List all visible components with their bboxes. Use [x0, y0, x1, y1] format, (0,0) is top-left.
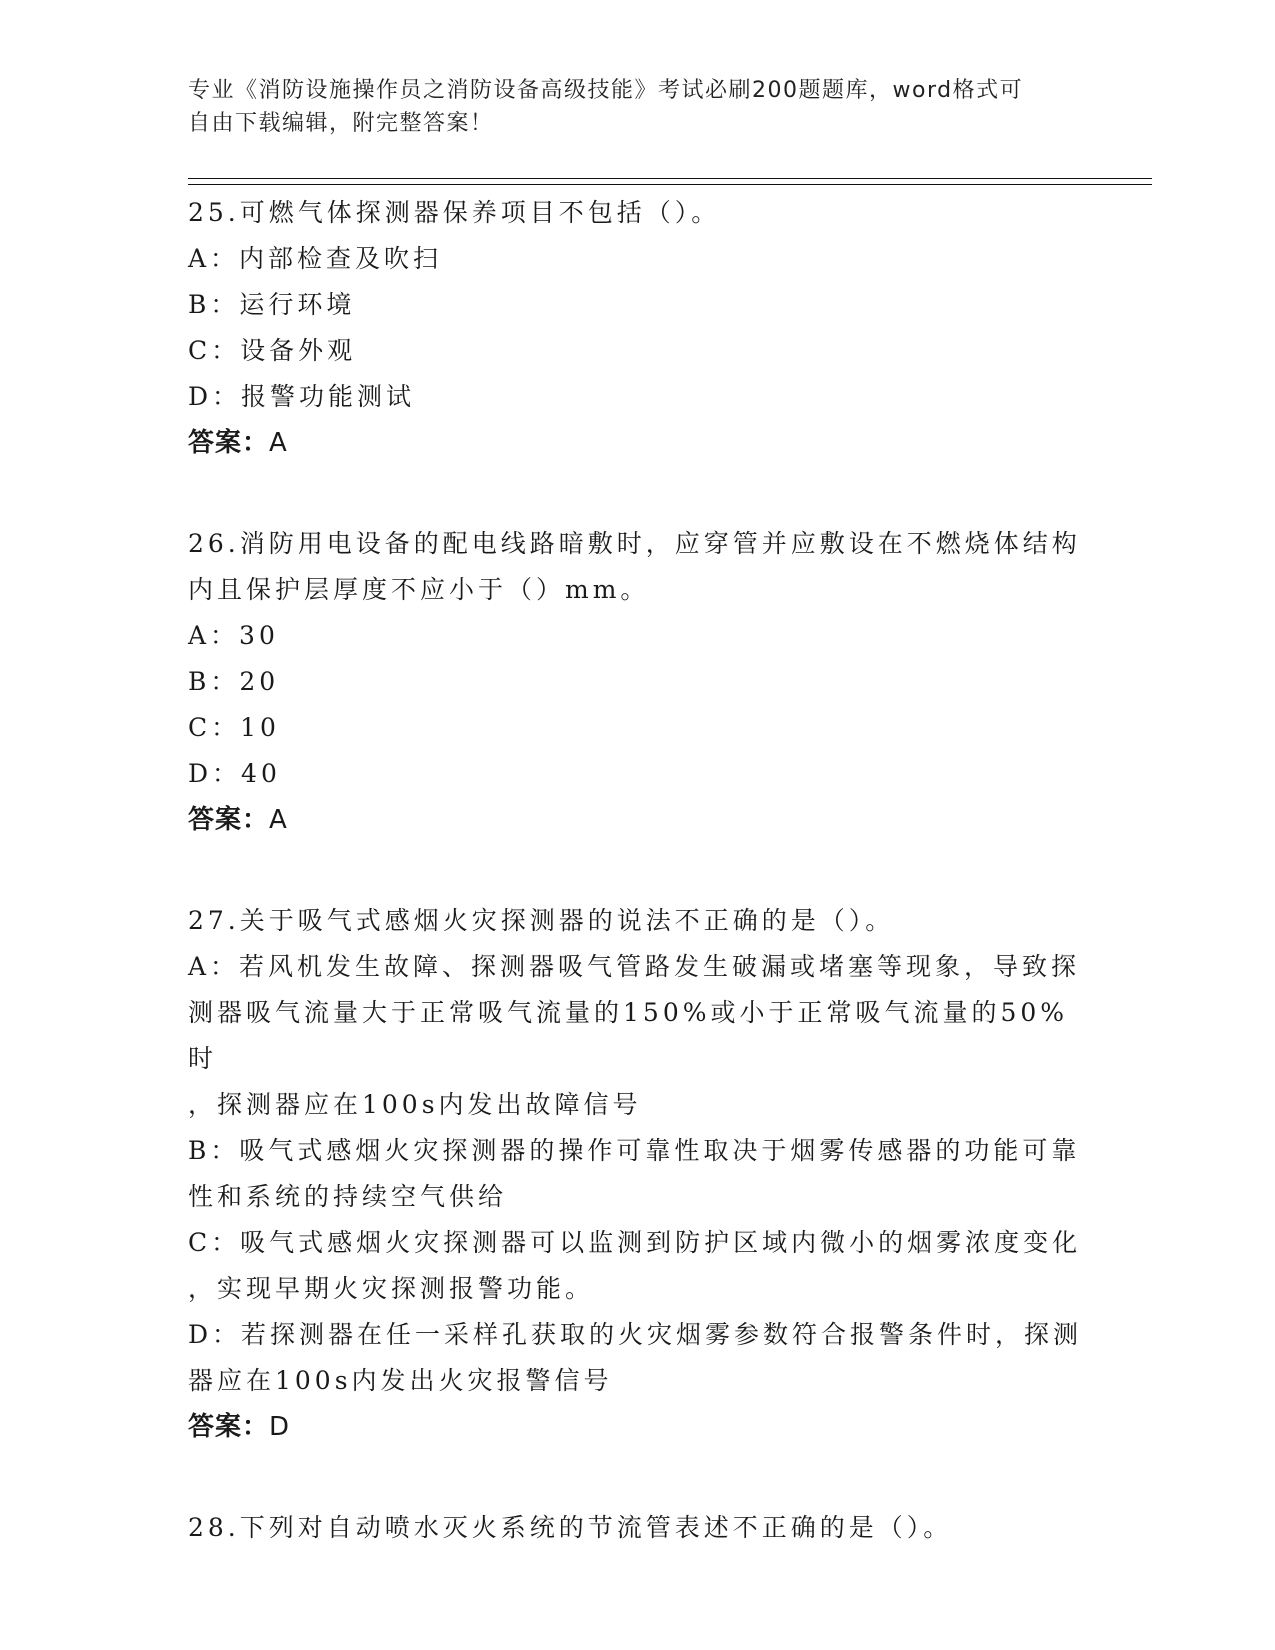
question-stem: 25.可燃气体探测器保养项目不包括（）。 — [188, 198, 721, 227]
option-a-continued: 测器吸气流量大于正常吸气流量的150%或小于正常吸气流量的50%时 — [188, 998, 1069, 1073]
option-b-continued: 性和系统的持续空气供给 — [188, 1182, 508, 1211]
question-stem-continued: 内且保护层厚度不应小于（）mm。 — [188, 575, 650, 604]
answer-label: 答案： — [188, 428, 270, 458]
question-stem: 26.消防用电设备的配电线路暗敷时，应穿管并应敷设在不燃烧体结构 — [188, 529, 1081, 558]
answer — [188, 420, 1088, 466]
answer-value: D — [269, 1412, 291, 1442]
question-list — [188, 190, 1088, 1606]
question-stem: 27.关于吸气式感烟火灾探测器的说法不正确的是（）。 — [188, 906, 895, 935]
option-a: A：30 — [188, 621, 279, 650]
document-header — [188, 74, 1088, 140]
question-25 — [188, 190, 1088, 466]
option-b: B：运行环境 — [188, 290, 356, 319]
option-c: C：设备外观 — [188, 336, 357, 365]
option-c-continued: ，实现早期火灾探测报警功能。 — [188, 1274, 595, 1303]
answer-value: A — [269, 428, 288, 458]
question-28 — [188, 1505, 1088, 1551]
option-c: C：10 — [188, 713, 280, 742]
option-d: D：若探测器在任一采样孔获取的火灾烟雾参数符合报警条件时，探测 — [188, 1320, 1083, 1349]
header-line-1: 专业《消防设施操作员之消防设备高级技能》考试必刷200题题库，word格式可 — [188, 78, 1024, 103]
option-a: A：若风机发生故障、探测器吸气管路发生破漏或堵塞等现象，导致探 — [188, 952, 1081, 981]
option-b: B：吸气式感烟火灾探测器的操作可靠性取决于烟雾传感器的功能可靠 — [188, 1136, 1081, 1165]
answer-label: 答案： — [188, 1412, 270, 1442]
answer-value: A — [269, 805, 288, 835]
answer — [188, 797, 1088, 843]
option-d: D：报警功能测试 — [188, 382, 416, 411]
header-line-2: 自由下载编辑，附完整答案！ — [188, 111, 494, 136]
answer — [188, 1404, 1088, 1450]
option-d: D：40 — [188, 759, 281, 788]
option-b: B：20 — [188, 667, 280, 696]
question-stem: 28.下列对自动喷水灭火系统的节流管表述不正确的是（）。 — [188, 1513, 953, 1542]
answer-label: 答案： — [188, 805, 270, 835]
header-divider-top — [188, 178, 1152, 179]
question-26 — [188, 521, 1088, 843]
question-27 — [188, 898, 1088, 1450]
option-c: C：吸气式感烟火灾探测器可以监测到防护区域内微小的烟雾浓度变化 — [188, 1228, 1082, 1257]
option-d-continued: 器应在100s内发出火灾报警信号 — [188, 1366, 613, 1395]
header-divider-bottom — [188, 184, 1152, 185]
option-a-continued: ，探测器应在100s内发出故障信号 — [188, 1090, 642, 1119]
option-a: A：内部检查及吹扫 — [188, 244, 443, 273]
